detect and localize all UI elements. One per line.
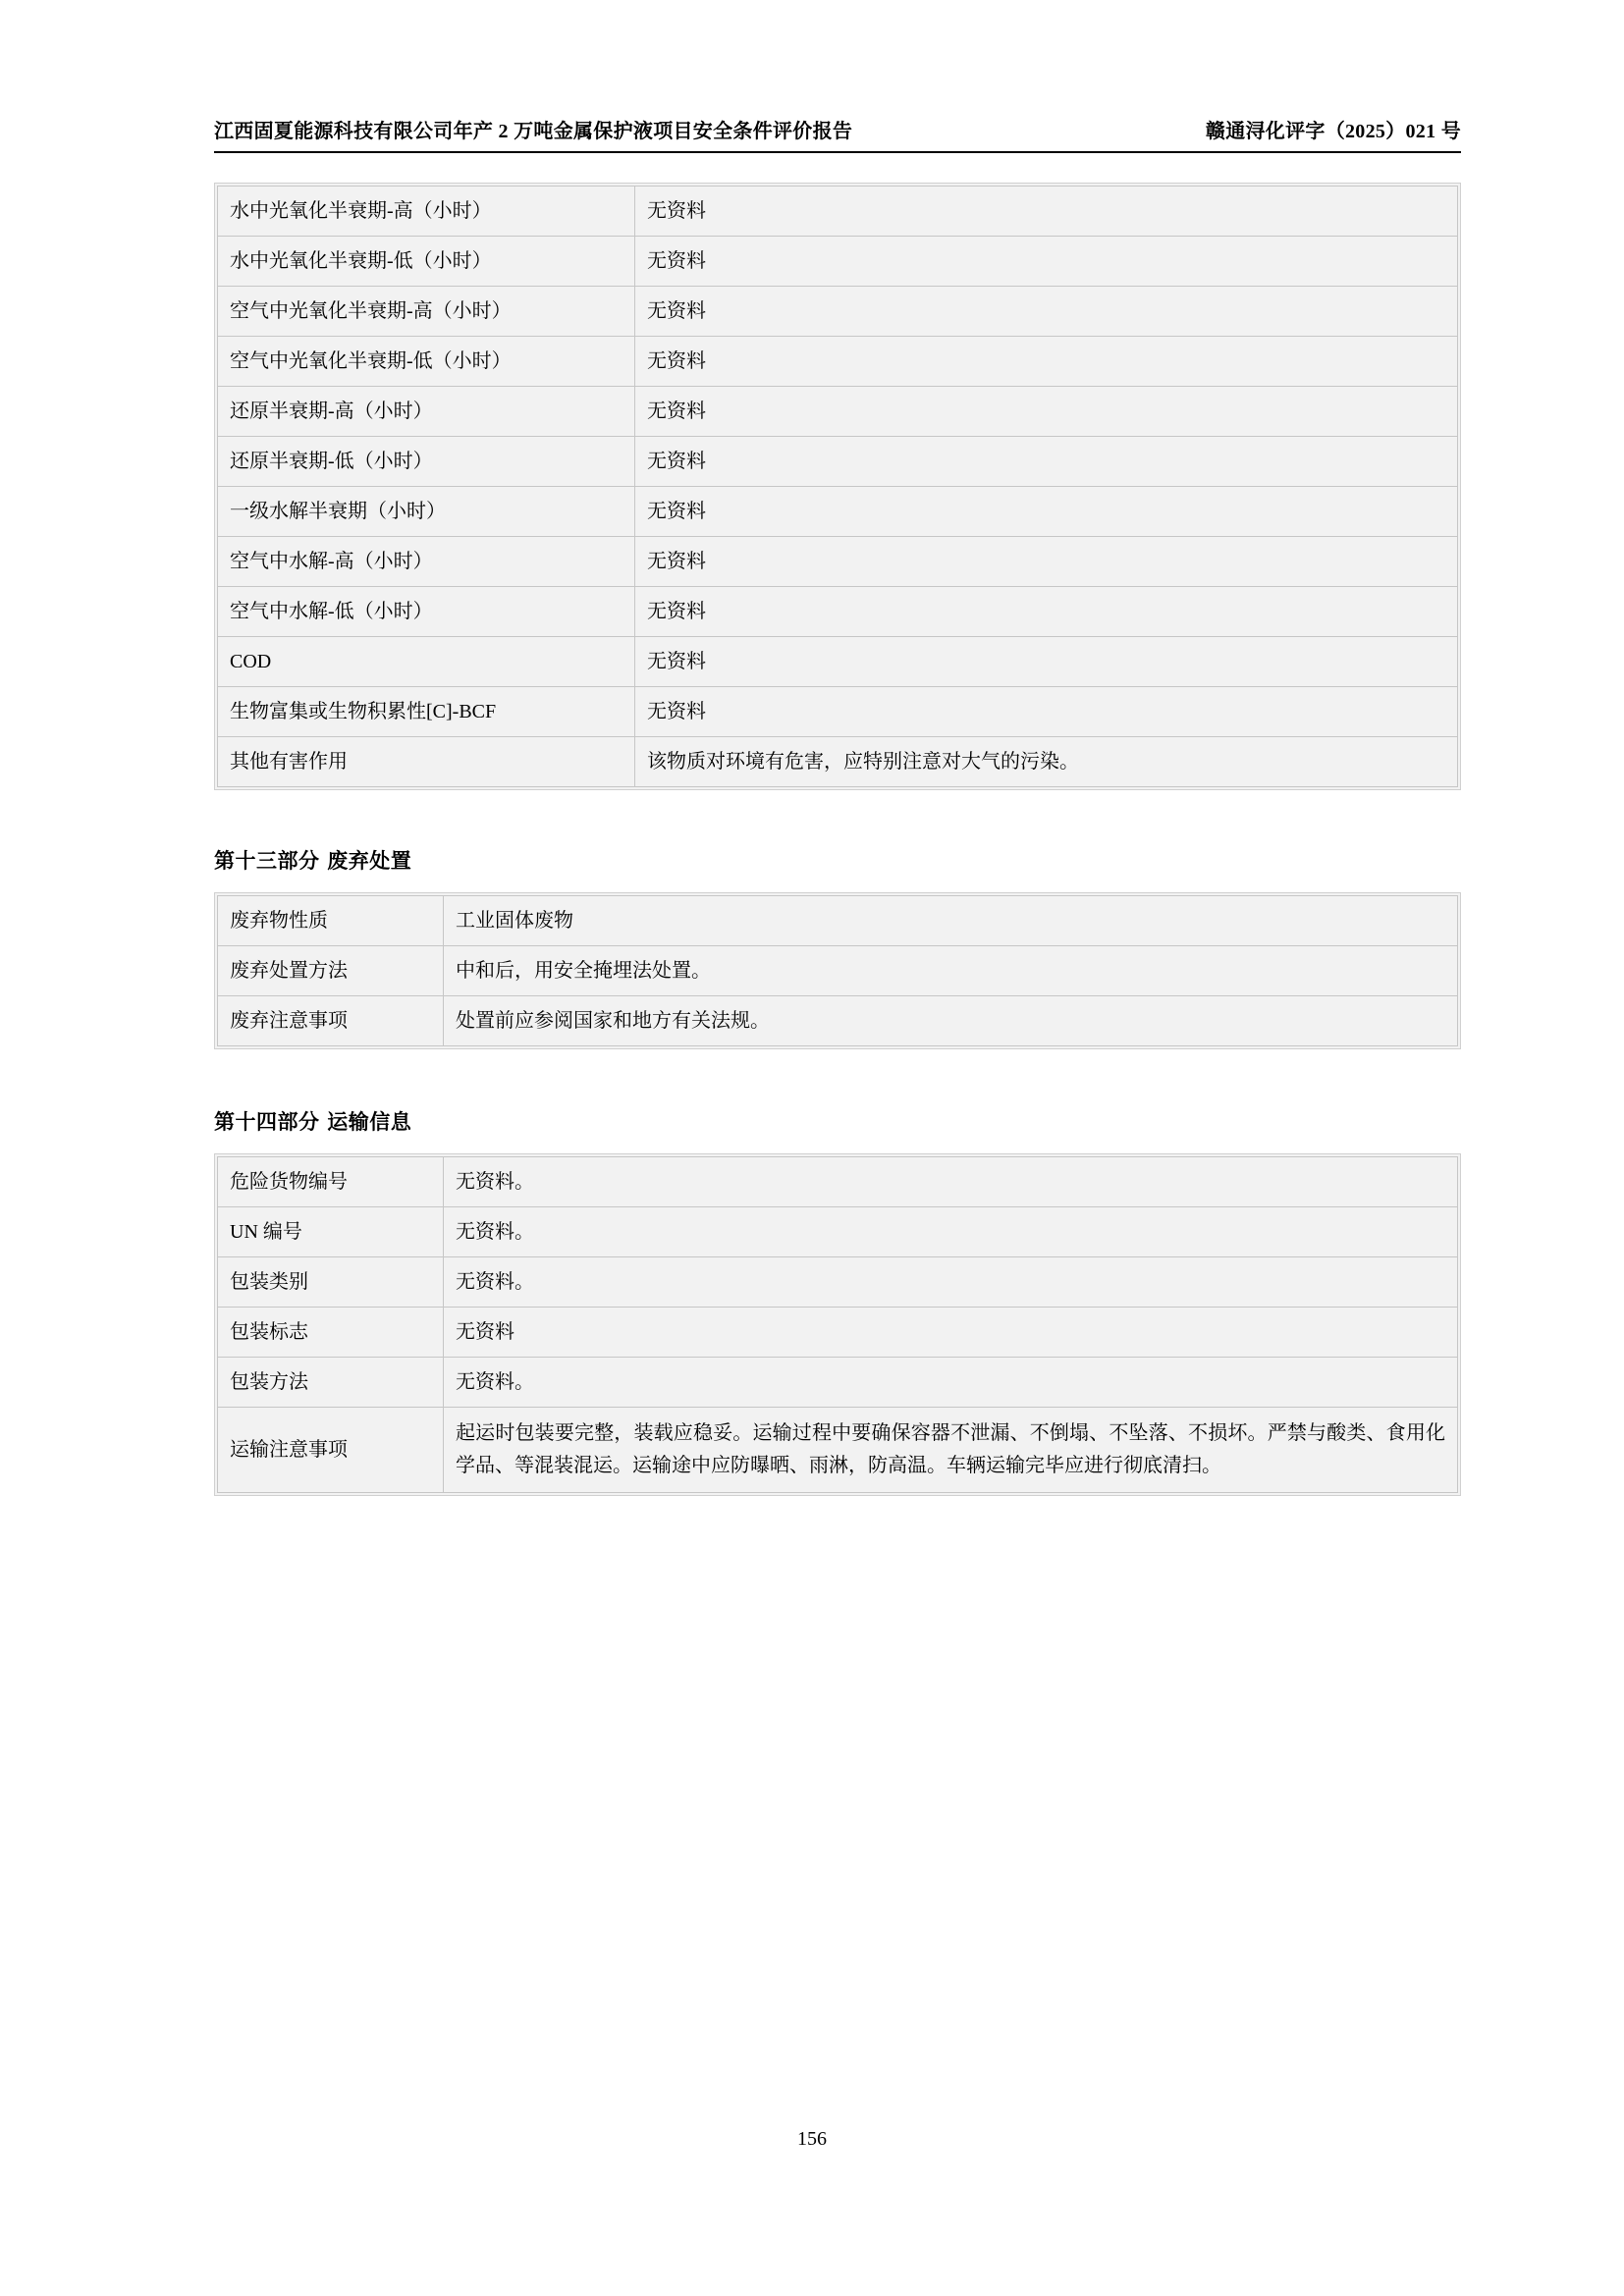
- page-header: [214, 118, 1461, 153]
- row-key: 还原半衰期-高（小时）: [218, 387, 635, 437]
- table-row: [218, 587, 1458, 637]
- row-value: 无资料。: [444, 1257, 1458, 1308]
- row-value: 无资料: [635, 337, 1458, 387]
- row-key: 空气中水解-低（小时）: [218, 587, 635, 637]
- page-number: 156: [797, 2128, 827, 2150]
- row-value: 无资料: [635, 637, 1458, 687]
- row-key: 生物富集或生物积累性[C]-BCF: [218, 687, 635, 737]
- row-value: 无资料: [635, 187, 1458, 237]
- row-key: 空气中水解-高（小时）: [218, 537, 635, 587]
- row-key: 水中光氧化半衰期-高（小时）: [218, 187, 635, 237]
- row-value: 中和后，用安全掩埋法处置。: [444, 946, 1458, 996]
- table-row: [218, 487, 1458, 537]
- page-content: [214, 118, 1461, 1496]
- row-value: 无资料。: [444, 1207, 1458, 1257]
- row-key: 危险货物编号: [218, 1157, 444, 1207]
- table-row: [218, 1358, 1458, 1408]
- row-key: COD: [218, 637, 635, 687]
- row-value: 无资料: [635, 487, 1458, 537]
- row-value: 工业固体废物: [444, 896, 1458, 946]
- row-value: 无资料。: [444, 1157, 1458, 1207]
- row-key: 一级水解半衰期（小时）: [218, 487, 635, 537]
- table-row: [218, 637, 1458, 687]
- header-title-left: 江西固夏能源科技有限公司年产 2 万吨金属保护液项目安全条件评价报告: [214, 121, 853, 142]
- transport-info-table: [217, 1156, 1458, 1493]
- row-value: 无资料: [635, 537, 1458, 587]
- row-key: 水中光氧化半衰期-低（小时）: [218, 237, 635, 287]
- table-row: [218, 1308, 1458, 1358]
- row-value: 无资料: [635, 587, 1458, 637]
- table-row: [218, 1207, 1458, 1257]
- row-value: 无资料: [635, 237, 1458, 287]
- row-value: 处置前应参阅国家和地方有关法规。: [444, 996, 1458, 1046]
- row-value: 无资料。: [444, 1358, 1458, 1408]
- row-value: 该物质对环境有危害，应特别注意对大气的污染。: [635, 737, 1458, 787]
- row-value: 无资料: [635, 437, 1458, 487]
- row-key: UN 编号: [218, 1207, 444, 1257]
- table-row: [218, 896, 1458, 946]
- spacer: [214, 1049, 1461, 1106]
- environment-data-table-wrapper: [214, 183, 1461, 790]
- table-row: [218, 1257, 1458, 1308]
- row-key: 废弃物性质: [218, 896, 444, 946]
- row-key: 废弃注意事项: [218, 996, 444, 1046]
- table-row: [218, 187, 1458, 237]
- row-key: 其他有害作用: [218, 737, 635, 787]
- row-key: 包装方法: [218, 1358, 444, 1408]
- section-title-14: 第十四部分 运输信息: [214, 1110, 412, 1134]
- row-key: 运输注意事项: [218, 1408, 444, 1493]
- table-row: [218, 287, 1458, 337]
- table-row: [218, 337, 1458, 387]
- table-row: [218, 687, 1458, 737]
- table-row: [218, 996, 1458, 1046]
- header-doc-number: 赣通浔化评字（2025）021 号: [1205, 121, 1461, 142]
- table-row: [218, 537, 1458, 587]
- row-key: 废弃处置方法: [218, 946, 444, 996]
- row-key: 包装类别: [218, 1257, 444, 1308]
- row-key: 空气中光氧化半衰期-低（小时）: [218, 337, 635, 387]
- section-title-13: 第十三部分 废弃处置: [214, 849, 412, 873]
- transport-info-table-wrapper: [214, 1153, 1461, 1496]
- row-key: 包装标志: [218, 1308, 444, 1358]
- spacer: [214, 790, 1461, 845]
- table-row: [218, 237, 1458, 287]
- row-key: 还原半衰期-低（小时）: [218, 437, 635, 487]
- row-value: 无资料: [635, 687, 1458, 737]
- row-value: 无资料: [635, 387, 1458, 437]
- table-row: [218, 737, 1458, 787]
- table-row: [218, 387, 1458, 437]
- table-row: [218, 1408, 1458, 1493]
- row-value: 无资料: [635, 287, 1458, 337]
- table-row: [218, 946, 1458, 996]
- table-row: [218, 437, 1458, 487]
- row-key: 空气中光氧化半衰期-高（小时）: [218, 287, 635, 337]
- spacer: [214, 153, 1461, 183]
- waste-disposal-table-wrapper: [214, 892, 1461, 1049]
- row-value: 起运时包装要完整，装载应稳妥。运输过程中要确保容器不泄漏、不倒塌、不坠落、不损坏。严禁与酸类、食用化学品、等混装混运。运输途中应防曝晒、雨淋，防高温。车辆运输完毕应进行彻底清扫。: [444, 1408, 1458, 1493]
- waste-disposal-table: [217, 895, 1458, 1046]
- environment-data-table: [217, 186, 1458, 787]
- table-row: [218, 1157, 1458, 1207]
- row-value: 无资料: [444, 1308, 1458, 1358]
